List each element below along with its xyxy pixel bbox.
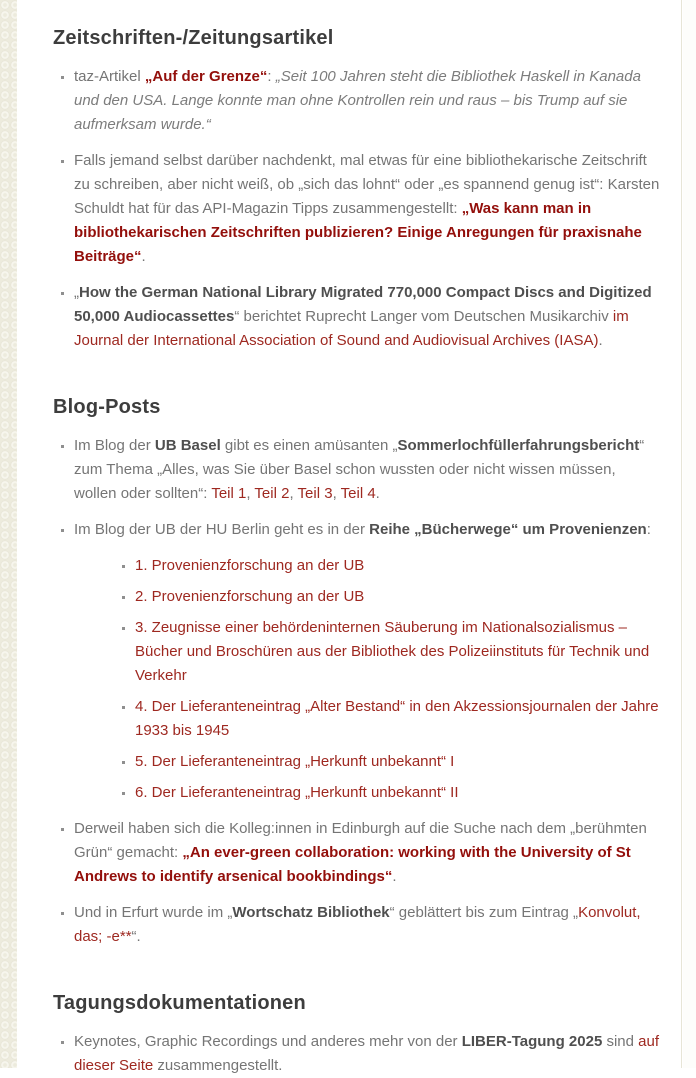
list-item bbox=[74, 149, 661, 269]
text-segment: Derweil haben sich die Kolleg:innen in Edinburgh auf die Suche nach dem „berühmten Grün“ gemacht: bbox=[74, 820, 647, 861]
nested-link-list bbox=[74, 554, 661, 805]
nested-list-item bbox=[135, 616, 661, 688]
list-item bbox=[74, 434, 661, 506]
nested-link[interactable]: 3. Zeugnisse einer behördeninternen Säuberung im Nationalsozialismus – Bücher und Broschüren aus der Bibliothek des Polizeiinstituts für Technik und Verkehr bbox=[135, 619, 650, 684]
text-link[interactable]: im Journal der International Association of Sound and Audiovisual Archives (IASA) bbox=[74, 308, 629, 349]
text-segment: taz-Artikel bbox=[74, 68, 145, 85]
text-link[interactable]: Teil 3 bbox=[297, 485, 333, 502]
list-item bbox=[74, 65, 661, 137]
nested-list-item bbox=[135, 750, 661, 774]
text-segment: “. bbox=[131, 928, 141, 945]
text-link[interactable]: „An ever-green collaboration: working with the University of St Andrews to identify arsenical bookbindings“ bbox=[74, 844, 631, 885]
text-segment: , bbox=[246, 485, 255, 502]
bullet-list bbox=[53, 434, 661, 949]
text-segment: Und in Erfurt wurde im „ bbox=[74, 904, 233, 921]
text-segment: . bbox=[598, 332, 603, 349]
text-segment: zusammengestellt. bbox=[153, 1057, 283, 1074]
text-segment: sind bbox=[602, 1033, 639, 1050]
text-segment: Wortschatz Bibliothek bbox=[232, 904, 390, 921]
text-segment: „Seit 100 Jahren steht die Bibliothek Haskell in Kanada und den USA. Lange konnte man ohne Kontrollen rein und raus – bis Trump auf sie aufmerksam wurde.“ bbox=[74, 68, 641, 133]
section-tagungsdokumentationen bbox=[53, 991, 661, 1078]
nested-list-item bbox=[135, 695, 661, 743]
background-pattern-strip bbox=[0, 0, 17, 1068]
text-link[interactable]: Teil 4 bbox=[340, 485, 376, 502]
text-segment: Falls jemand selbst darüber nachdenkt, mal etwas für eine bibliothekarische Zeitschrift zu schreiben, aber nicht weiß, ob „sich das lohnt“ oder „es spannend genug ist“: Karsten Schuldt hat für das API-Magazin Tipps zusammengestellt: bbox=[74, 152, 660, 217]
section-blog-posts bbox=[53, 395, 661, 949]
text-segment: „ bbox=[74, 284, 79, 301]
list-item bbox=[74, 817, 661, 889]
right-edge-strip bbox=[683, 0, 696, 1068]
text-link[interactable]: „Was kann man in bibliothekarischen Zeitschriften publizieren? Einige Anregungen für praxisnahe Beiträge“ bbox=[74, 200, 642, 265]
text-segment: UB Basel bbox=[154, 437, 221, 454]
nested-link[interactable]: 4. Der Lieferanteneintrag „Alter Bestand“ in den Akzessionsjournalen der Jahre 1933 bis 1945 bbox=[135, 698, 659, 739]
text-segment: gibt es einen amüsanten „ bbox=[220, 437, 398, 454]
text-segment: LIBER-Tagung 2025 bbox=[461, 1033, 603, 1050]
text-segment: . bbox=[375, 485, 380, 502]
nested-link[interactable]: 1. Provenienzforschung an der UB bbox=[135, 557, 365, 574]
text-link[interactable]: auf dieser Seite bbox=[74, 1033, 660, 1074]
section-title: Tagungsdokumentationen bbox=[53, 992, 306, 1014]
text-link[interactable]: Konvolut, das; -e** bbox=[74, 904, 641, 945]
text-segment: How the German National Library Migrated 770,000 Compact Discs and Digitized 50,000 Audiocassettes bbox=[74, 284, 652, 325]
nested-list-item bbox=[135, 554, 661, 578]
nested-link[interactable]: 6. Der Lieferanteneintrag „Herkunft unbekannt“ II bbox=[135, 784, 459, 801]
text-segment: “ zum Thema „Alles, was Sie über Basel schon wussten oder nicht wissen müssen, wollen oder sollten“: bbox=[74, 437, 645, 502]
text-link[interactable]: „Auf der Grenze“ bbox=[144, 68, 268, 85]
text-segment: : bbox=[646, 521, 651, 538]
text-segment: “ berichtet Ruprecht Langer vom Deutschen Musikarchiv bbox=[234, 308, 613, 325]
text-link[interactable]: Teil 2 bbox=[254, 485, 290, 502]
nested-list-item bbox=[135, 781, 661, 805]
bullet-list bbox=[53, 65, 661, 353]
section-zeitschriften-zeitungsartikel bbox=[53, 26, 661, 353]
text-segment: . bbox=[141, 248, 146, 265]
bullet-list bbox=[53, 1030, 661, 1078]
list-item bbox=[74, 1030, 661, 1078]
nested-link[interactable]: 5. Der Lieferanteneintrag „Herkunft unbekannt“ I bbox=[135, 753, 455, 770]
text-link[interactable]: Teil 1 bbox=[211, 485, 247, 502]
section-title: Zeitschriften-/Zeitungsartikel bbox=[53, 27, 334, 49]
text-segment: Im Blog der UB der HU Berlin geht es in der bbox=[74, 521, 370, 538]
list-item bbox=[74, 901, 661, 949]
text-segment: Im Blog der bbox=[74, 437, 155, 454]
nested-list-item bbox=[135, 585, 661, 609]
nested-link[interactable]: 2. Provenienzforschung an der UB bbox=[135, 588, 365, 605]
text-segment: . bbox=[392, 868, 397, 885]
text-segment: , bbox=[289, 485, 298, 502]
text-segment: “ geblättert bis zum Eintrag „ bbox=[389, 904, 579, 921]
article-content bbox=[17, 0, 682, 1074]
list-item bbox=[74, 281, 661, 353]
section-title: Blog-Posts bbox=[53, 396, 161, 418]
text-segment: , bbox=[332, 485, 341, 502]
text-segment: Reihe „Bücherwege“ um Provenienzen bbox=[369, 521, 647, 538]
text-segment: : bbox=[267, 68, 276, 85]
text-segment: Sommerlochfüllerfahrungsbericht bbox=[397, 437, 640, 454]
text-segment: Keynotes, Graphic Recordings und anderes mehr von der bbox=[74, 1033, 462, 1050]
list-item bbox=[74, 518, 661, 805]
